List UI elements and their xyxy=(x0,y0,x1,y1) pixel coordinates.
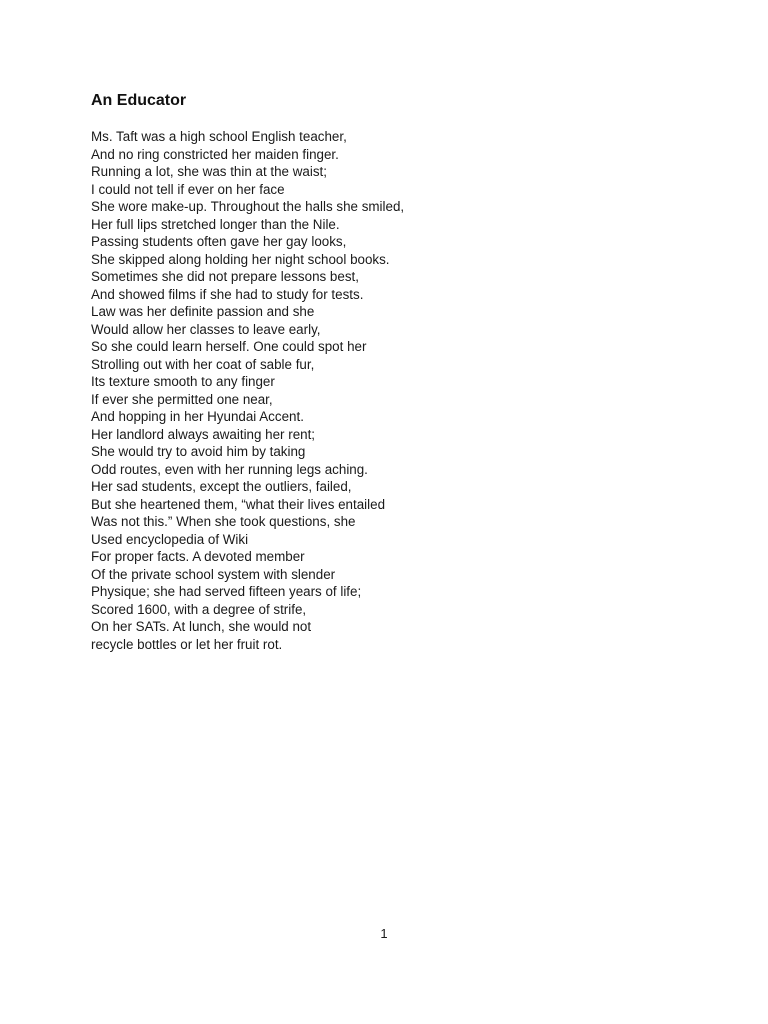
poem-line: I could not tell if ever on her face xyxy=(91,181,285,197)
poem-line: Passing students often gave her gay looks, xyxy=(91,234,347,249)
poem-line: Odd routes, even with her running legs aching. xyxy=(91,461,368,477)
poem-line: Strolling out with her coat of sable fur, xyxy=(91,356,315,372)
poem-line: And no ring constricted her maiden finger. xyxy=(91,146,339,162)
poem-line: So she could learn herself. One could spot her xyxy=(91,339,367,354)
poem-line: Her sad students, except the outliers, failed, xyxy=(91,479,352,494)
page-number: 1 xyxy=(380,926,388,941)
poem-line: Its texture smooth to any finger xyxy=(91,374,275,389)
poem-line: Her landlord always awaiting her rent; xyxy=(91,426,316,442)
poem-line: For proper facts. A devoted member xyxy=(91,549,305,564)
poem-line: Scored 1600, with a degree of strife, xyxy=(91,601,307,617)
poem-line: Would allow her classes to leave early, xyxy=(91,321,321,337)
poem-line: She would try to avoid him by taking xyxy=(91,444,306,459)
poem-line: Ms. Taft was a high school English teacher, xyxy=(91,129,347,144)
poem-line: Running a lot, she was thin at the waist; xyxy=(91,164,327,179)
poem-line: Used encyclopedia of Wiki xyxy=(91,531,249,547)
poem-line: But she heartened them, “what their lives entailed xyxy=(91,496,386,512)
poem-line: Was not this.” When she took questions, she xyxy=(91,514,356,529)
poem-line: Of the private school system with slender xyxy=(91,566,336,582)
poem-line: Law was her definite passion and she xyxy=(91,304,315,319)
poem-line: She skipped along holding her night school books. xyxy=(91,251,390,267)
poem-line: She wore make-up. Throughout the halls she smiled, xyxy=(91,199,405,214)
poem-title: An Educator xyxy=(91,92,187,109)
poem-line: Physique; she had served fifteen years of life; xyxy=(91,584,362,599)
poem-line: If ever she permitted one near, xyxy=(91,391,273,407)
poem-line: recycle bottles or let her fruit rot. xyxy=(91,636,283,652)
poem-body xyxy=(91,128,404,653)
poem-line: And hopping in her Hyundai Accent. xyxy=(91,409,304,424)
poem-line: Her full lips stretched longer than the Nile. xyxy=(91,216,340,232)
poem-line: On her SATs. At lunch, she would not xyxy=(91,619,312,634)
poem-line: Sometimes she did not prepare lessons best, xyxy=(91,269,359,284)
poem-line: And showed films if she had to study for tests. xyxy=(91,286,364,302)
